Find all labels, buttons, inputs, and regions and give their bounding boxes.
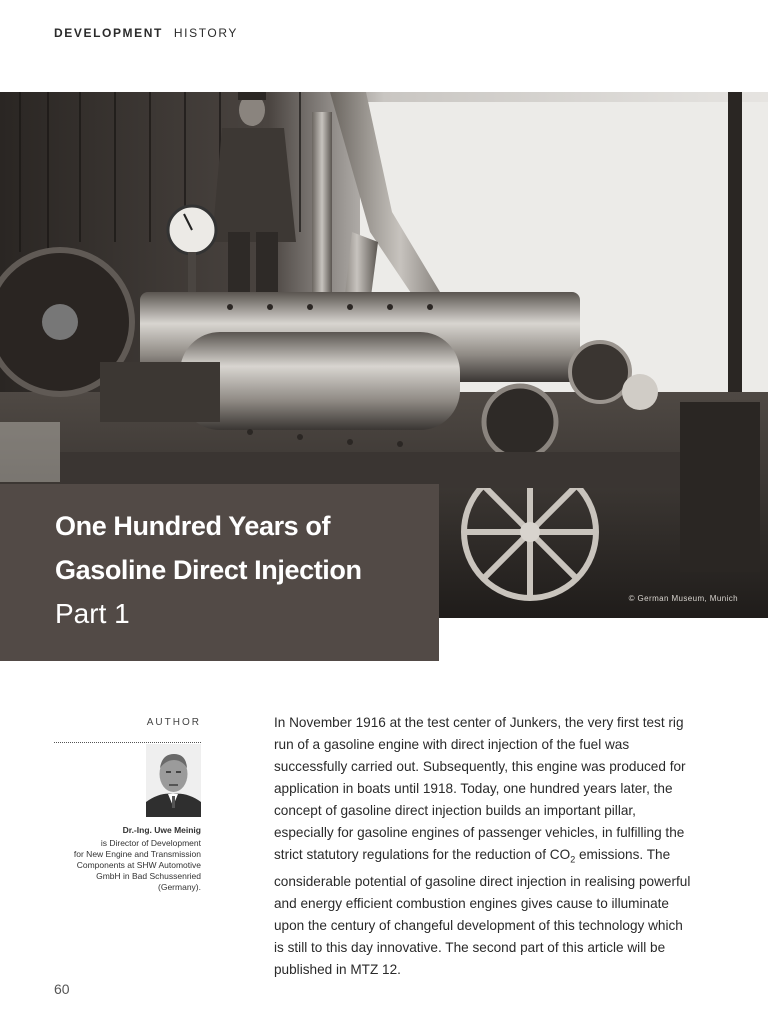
author-portrait [146,744,201,817]
abstract-paragraph [274,712,696,981]
title-line-1: One Hundred Years of [55,511,331,541]
title-line-2: Gasoline Direct Injection [55,555,362,585]
title-box [0,484,439,661]
author-name: Dr.-Ing. Uwe Meinig [122,825,201,835]
abstract-text-part-2: emissions. The considerable potential of gasoline direct injection in realising powerful and energy efficient combustion engines gives cause to illuminate upon the century of changeful development of this technology which is still to this day innovative. The second part of this article will be published in MTZ 12. [274,847,691,977]
author-bio [41,838,201,893]
abstract-text-part-1: In November 1916 at the test center of Junkers, the very first test rig run of a gasoline engine with direct injection of the fuel was successfully carried out. Subsequently, this engine was produced for application in boats until 1918. Today, one hundred years later, the concept of gasoline direct injection builds an important pillar, especially for gasoline engines of passenger vehicles, in fulfilling the strict statutory regulations for the reduction of CO [274,715,686,862]
author-bio-line: GmbH in Bad Schussenried [96,871,201,881]
photo-credit: © German Museum, Munich [628,594,738,603]
abstract-subscript: 2 [570,854,576,865]
section-label: DEVELOPMENT [54,26,163,40]
title-subtitle: Part 1 [55,598,130,629]
author-bio-line: (Germany). [158,882,201,892]
author-bio-line: for New Engine and Transmission [73,849,201,859]
running-header [54,26,238,40]
page-number: 60 [54,981,70,997]
author-divider [54,742,201,743]
author-bio-line: Components at SHW Automotive [76,860,201,870]
author-bio-line: is Director of Development [100,838,201,848]
author-label: AUTHOR [146,717,201,728]
topic-label: HISTORY [173,26,238,40]
